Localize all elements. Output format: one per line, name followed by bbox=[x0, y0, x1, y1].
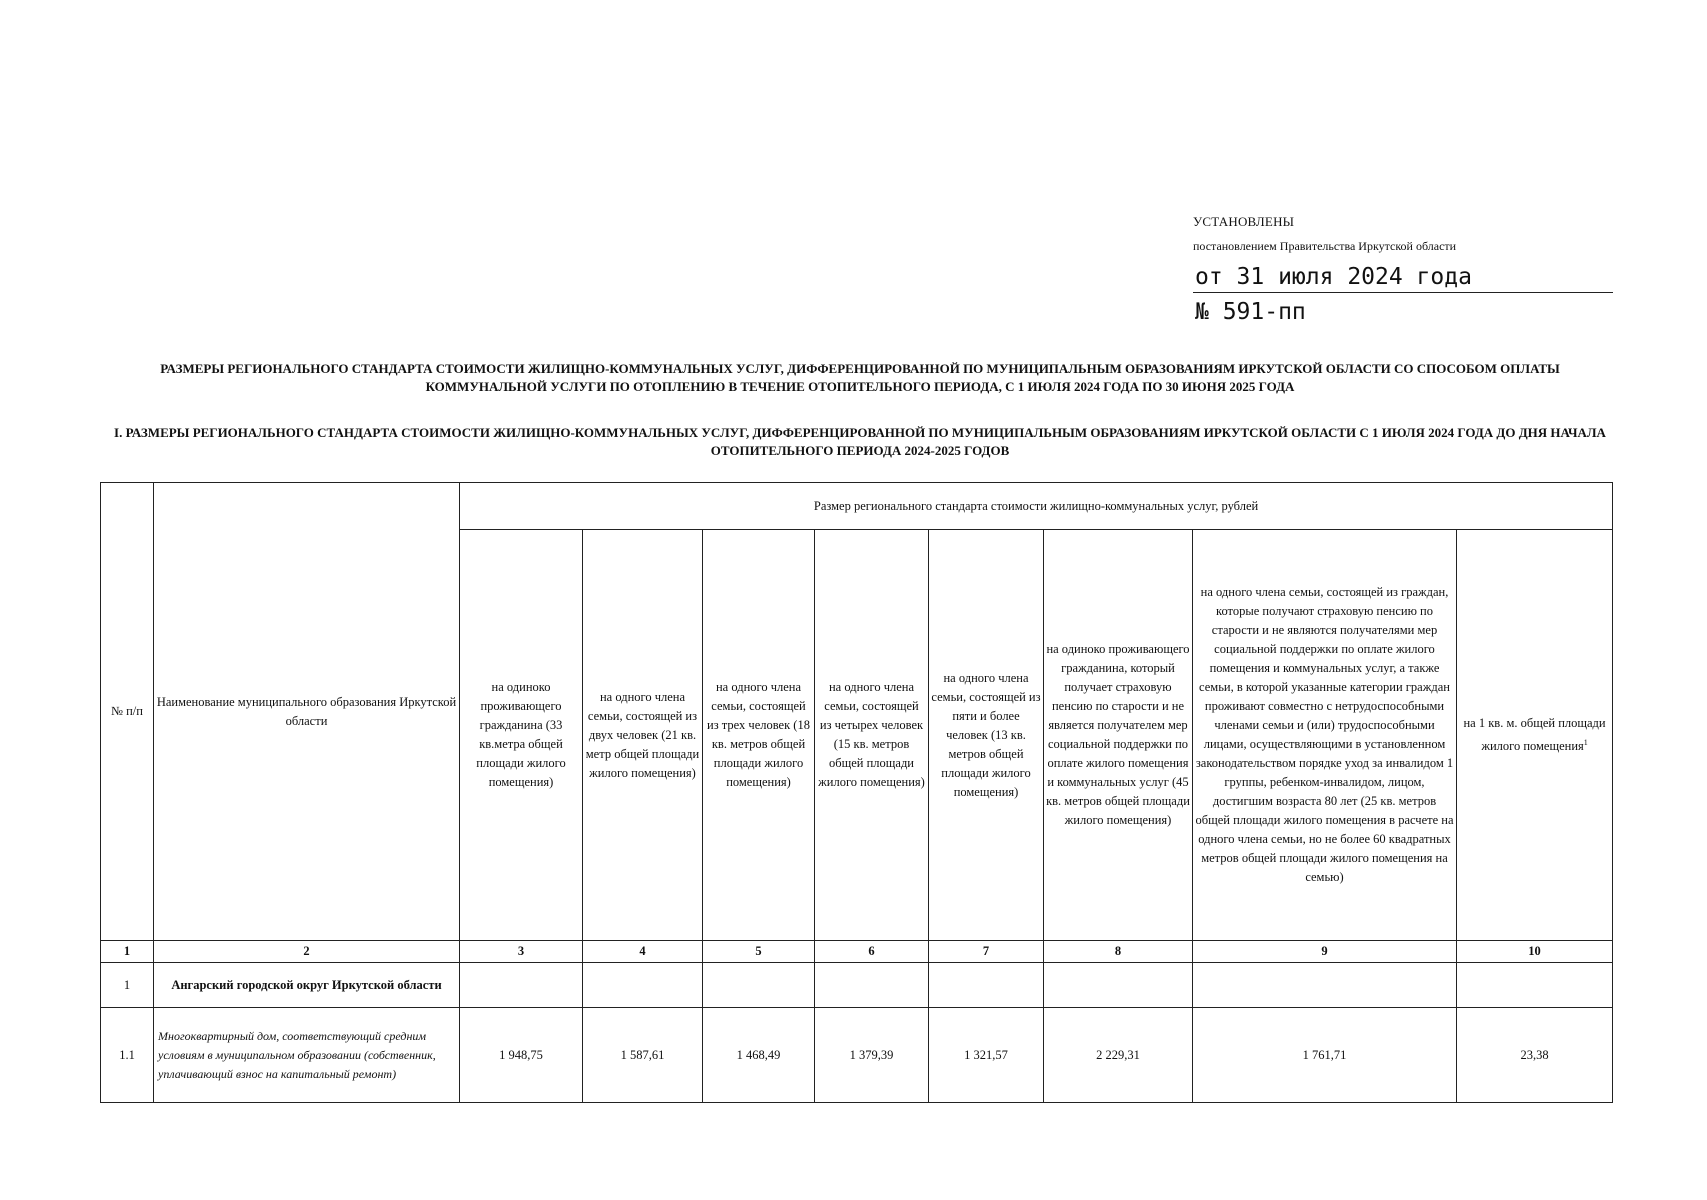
header-col-7: на одного члена семьи, состоящей из пяти и более человек (13 кв. метров общей площади жилого помещения) bbox=[929, 530, 1044, 941]
column-number-row bbox=[101, 941, 1613, 963]
empty-cell bbox=[815, 963, 929, 1008]
empty-cell bbox=[1193, 963, 1457, 1008]
column-number: 7 bbox=[929, 941, 1044, 963]
standard-cost-table bbox=[100, 482, 1613, 1103]
value-col-7: 1 321,57 bbox=[929, 1008, 1044, 1103]
value-col-10: 23,38 bbox=[1457, 1008, 1613, 1103]
header-col-5: на одного члена семьи, состоящей из трех человек (18 кв. метров общей площади жилого помещения) bbox=[703, 530, 815, 941]
header-span: Размер регионального стандарта стоимости жилищно-коммунальных услуг, рублей bbox=[460, 483, 1613, 530]
footnote-mark: 1 bbox=[1583, 737, 1588, 747]
value-col-4: 1 587,61 bbox=[583, 1008, 703, 1103]
section-row bbox=[101, 963, 1613, 1008]
approval-title: УСТАНОВЛЕНЫ bbox=[1193, 214, 1295, 229]
empty-cell bbox=[703, 963, 815, 1008]
column-number: 6 bbox=[815, 941, 929, 963]
document-title: РАЗМЕРЫ РЕГИОНАЛЬНОГО СТАНДАРТА СТОИМОСТИ ЖИЛИЩНО-КОММУНАЛЬНЫХ УСЛУГ, ДИФФЕРЕНЦИРОВАННОЙ ПО МУНИЦИПАЛЬНЫМ ОБРАЗОВАНИЯМ ИРКУТСКОЙ ОБЛАСТИ СО СПОСОБОМ ОПЛАТЫ КОММУНАЛЬНОЙ УСЛУГИ ПО ОТОПЛЕНИЮ В ТЕЧЕНИЕ ОТОПИТЕЛЬНОГО ПЕРИОДА, С 1 ИЮЛЯ 2024 ГОДА ПО 30 ИЮНЯ 2025 ГОДА bbox=[160, 361, 1560, 394]
header-municipality: Наименование муниципального образования Иркутской области bbox=[154, 483, 460, 941]
header-col-10-text: на 1 кв. м. общей площади жилого помещения bbox=[1463, 715, 1606, 754]
row-num: 1.1 bbox=[101, 1008, 154, 1103]
section-municipality-name: Ангарский городской округ Иркутской области bbox=[154, 963, 460, 1008]
empty-cell bbox=[583, 963, 703, 1008]
row-housing-type: Многоквартирный дом, соответствующий средним условиям в муниципальном образовании (собственник, уплачивающий взнос на капитальный ремонт) bbox=[154, 1008, 460, 1103]
column-number: 2 bbox=[154, 941, 460, 963]
column-number: 5 bbox=[703, 941, 815, 963]
header-col-9: на одного члена семьи, состоящей из граждан, которые получают страховую пенсию по старости и не являются получателями мер социальной поддержки по оплате жилого помещения и коммунальных услуг, а также семьи, в которой указанные категории граждан проживают совместно с нетрудоспособными членами семьи и (или) трудоспособными лицами, осуществляющими в установленном законодательством порядке уход за инвалидом 1 группы, ребенком-инвалидом, лицом, достигшим возраста 80 лет (25 кв. метров общей площади жилого помещения в расчете на одного члена семьи, но не более 60 квадратных метров общей площади жилого помещения на семью) bbox=[1193, 530, 1457, 941]
column-number: 8 bbox=[1044, 941, 1193, 963]
approval-subtitle: постановлением Правительства Иркутской области bbox=[1193, 239, 1457, 253]
column-number: 10 bbox=[1457, 941, 1613, 963]
section-num: 1 bbox=[101, 963, 154, 1008]
empty-cell bbox=[1457, 963, 1613, 1008]
approval-date: от 31 июля 2024 года bbox=[1193, 264, 1613, 293]
column-number: 1 bbox=[101, 941, 154, 963]
column-number: 9 bbox=[1193, 941, 1457, 963]
column-number: 3 bbox=[460, 941, 583, 963]
header-col-10 bbox=[1457, 530, 1613, 941]
value-col-8: 2 229,31 bbox=[1044, 1008, 1193, 1103]
approval-block bbox=[1193, 214, 1613, 325]
header-col-3: на одиноко проживающего гражданина (33 кв.метра общей площади жилого помещения) bbox=[460, 530, 583, 941]
header-col-8: на одиноко проживающего гражданина, который получает страховую пенсию по старости и не является получателем мер социальной поддержки по оплате жилого помещения и коммунальных услуг (45 кв. метров общей площади жилого помещения) bbox=[1044, 530, 1193, 941]
value-col-9: 1 761,71 bbox=[1193, 1008, 1457, 1103]
value-col-5: 1 468,49 bbox=[703, 1008, 815, 1103]
header-col-4: на одного члена семьи, состоящей из двух человек (21 кв. метр общей площади жилого помещения) bbox=[583, 530, 703, 941]
column-number: 4 bbox=[583, 941, 703, 963]
value-col-3: 1 948,75 bbox=[460, 1008, 583, 1103]
header-num: № п/п bbox=[101, 483, 154, 941]
approval-number: № 591-пп bbox=[1195, 299, 1306, 325]
empty-cell bbox=[460, 963, 583, 1008]
value-col-6: 1 379,39 bbox=[815, 1008, 929, 1103]
empty-cell bbox=[929, 963, 1044, 1008]
section-title: I. РАЗМЕРЫ РЕГИОНАЛЬНОГО СТАНДАРТА СТОИМОСТИ ЖИЛИЩНО-КОММУНАЛЬНЫХ УСЛУГ, ДИФФЕРЕНЦИРОВАННОЙ ПО МУНИЦИПАЛЬНЫМ ОБРАЗОВАНИЯМ ИРКУТСКОЙ ОБЛАСТИ С 1 ИЮЛЯ 2024 ГОДА ДО ДНЯ НАЧАЛА ОТОПИТЕЛЬНОГО ПЕРИОДА 2024-2025 ГОДОВ bbox=[114, 425, 1606, 458]
empty-cell bbox=[1044, 963, 1193, 1008]
table-row bbox=[101, 1008, 1613, 1103]
header-col-6: на одного члена семьи, состоящей из четырех человек (15 кв. метров общей площади жилого помещения) bbox=[815, 530, 929, 941]
